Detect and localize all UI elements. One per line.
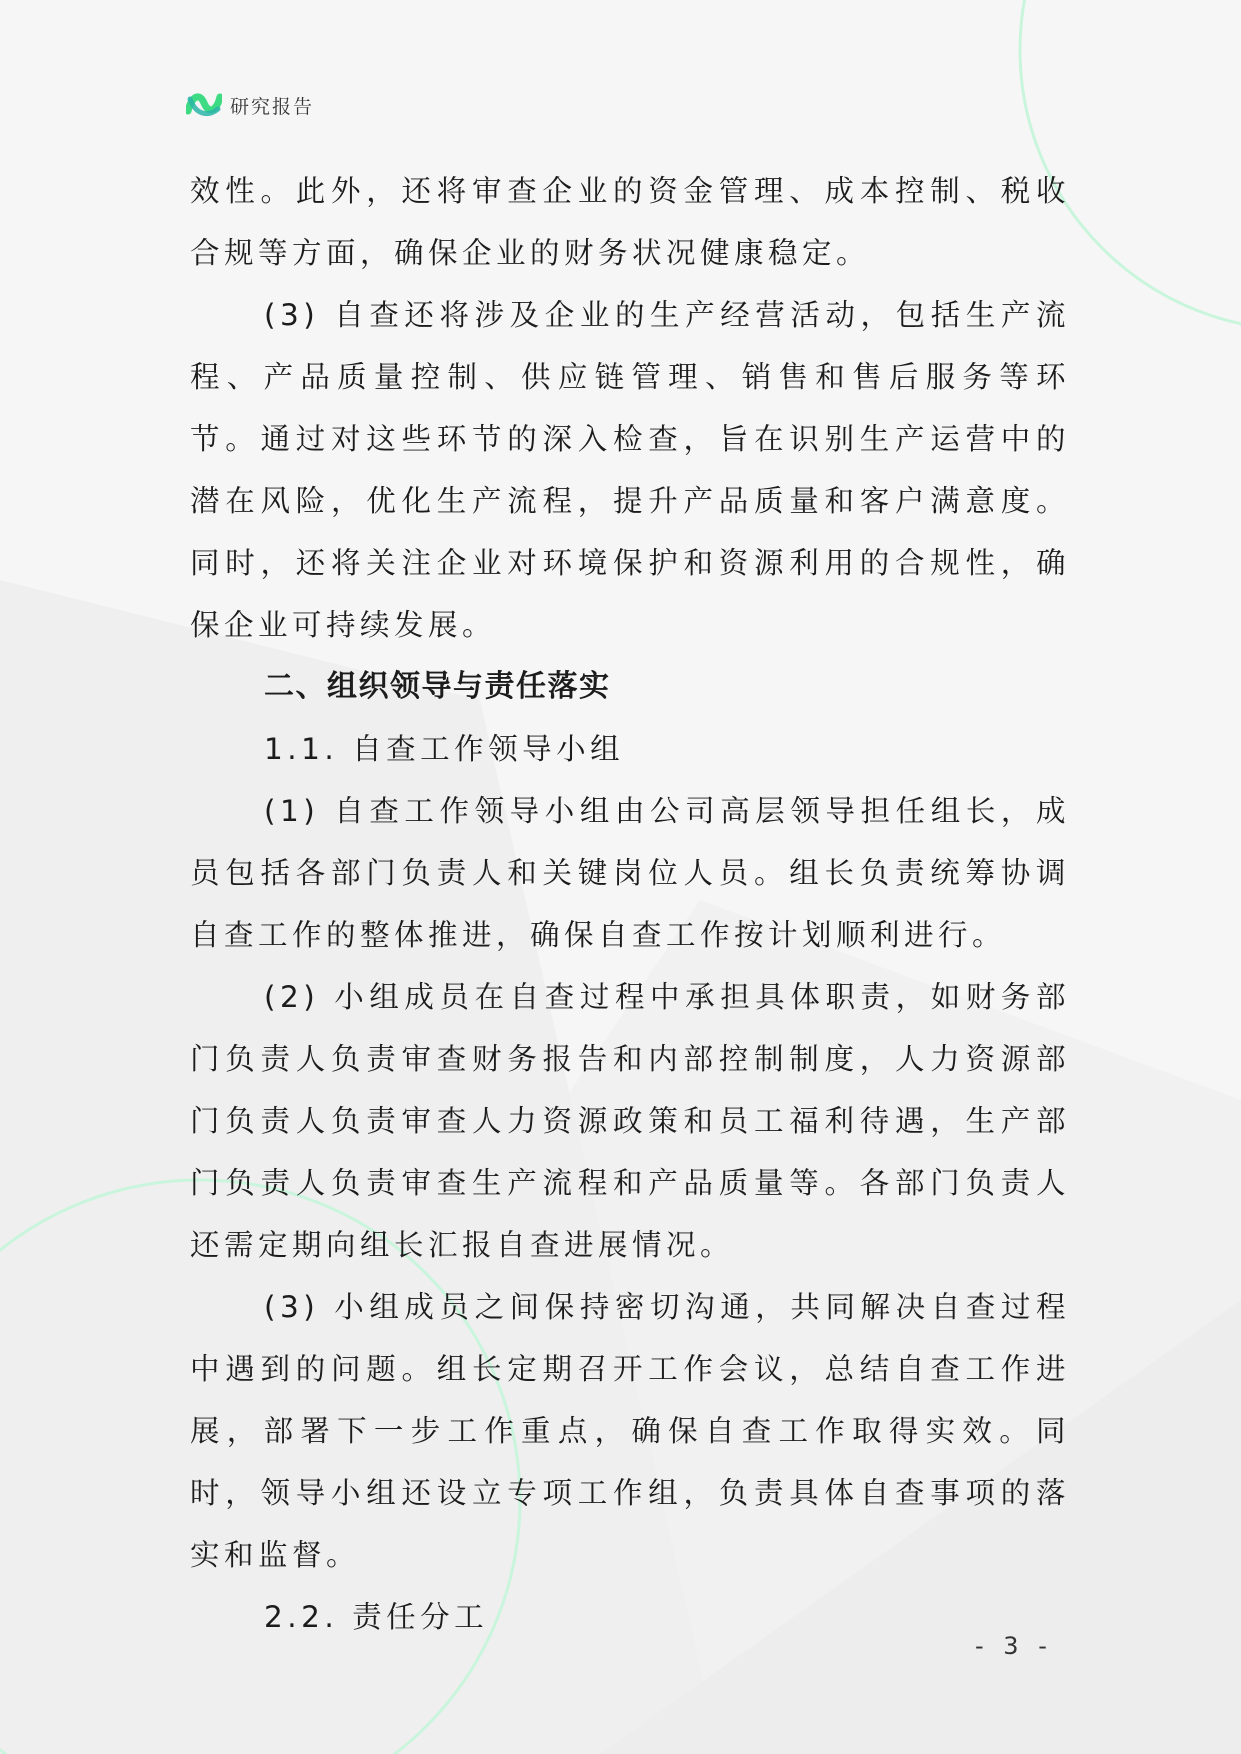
section-heading: 二、组织领导与责任落实 (264, 669, 611, 704)
logo-icon (186, 89, 222, 121)
paragraph: 效性。此外，还将审查企业的资金管理、成本控制、税收合规等方面，确保企业的财务状况健康稳定。 (190, 174, 1070, 270)
paragraph: (2) 小组成员在自查过程中承担具体职责，如财务部门负责人负责审查财务报告和内部控制制度，人力资源部门负责人负责审查人力资源政策和员工福利待遇，生产部门负责人负责审查生产流程和产品质量等。各部门负责人还需定期向组长汇报自查进展情况。 (190, 980, 1070, 1262)
header-title: 研究报告 (230, 95, 315, 118)
paragraph: (3) 小组成员之间保持密切沟通，共同解决自查过程中遇到的问题。组长定期召开工作会议，总结自查工作进展，部署下一步工作重点，确保自查工作取得实效。同时，领导小组还设立专项工作组，负责具体自查事项的落实和监督。 (190, 1290, 1070, 1572)
paragraph: (3) 自查还将涉及企业的生产经营活动，包括生产流程、产品质量控制、供应链管理、销售和售后服务等环节。通过对这些环节的深入检查，旨在识别生产运营中的潜在风险，优化生产流程，提升产品质量和客户满意度。同时，还将关注企业对环境保护和资源利用的合规性，确保企业可持续发展。 (190, 298, 1070, 642)
subsection-heading: 1.1. 自查工作领导小组 (264, 732, 625, 766)
document-body (190, 160, 1070, 1648)
subsection-heading: 2.2. 责任分工 (264, 1600, 489, 1634)
header (186, 88, 314, 122)
page-number: - 3 - (975, 1632, 1053, 1660)
paragraph: (1) 自查工作领导小组由公司高层领导担任组长，成员包括各部门负责人和关键岗位人员。组长负责统筹协调自查工作的整体推进，确保自查工作按计划顺利进行。 (190, 794, 1070, 952)
